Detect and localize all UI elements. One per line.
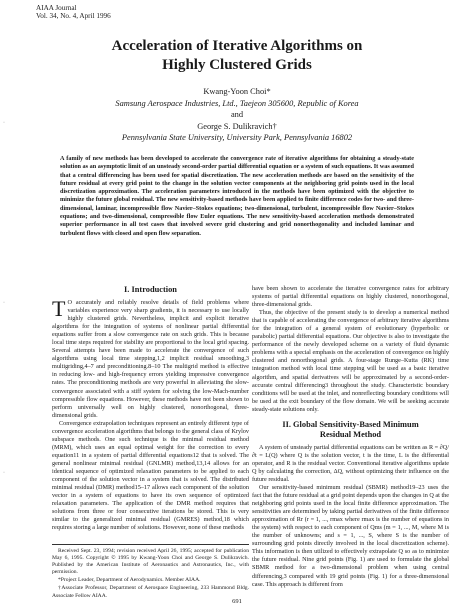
margin-mark: ·	[3, 300, 5, 306]
journal-name: AIAA Journal	[36, 4, 77, 12]
author-2: George S. Dulikravich†	[197, 121, 277, 131]
drop-cap: T	[52, 296, 66, 321]
paper-title	[60, 37, 414, 74]
affiliation-1: Samsung Aerospace Industries, Ltd., Taejeon 305600, Republic of Korea	[115, 98, 359, 108]
right-column	[252, 285, 449, 589]
journal-header	[36, 4, 111, 21]
right-paragraph-1: have been shown to accelerate the iterative convergence rates for arbitrary systems of partial differential equations on highly clustered, nonorthogonal, three-dimensional grids.	[252, 285, 449, 309]
margin-mark: ·	[3, 120, 5, 126]
left-column	[52, 285, 249, 532]
section-2-heading-line-1: II. Global Sensitivity-Based Minimum	[282, 419, 419, 429]
author-conjunction: and	[230, 110, 244, 120]
abstract: A family of new methods has been developed to accelerate the convergence rate of iterative algorithms for obtaining a steady-state solution as an asymptotic limit of an unsteady second-order partial differential equation or a system of such equations. It was assumed that a central differencing has been used for spatial discretization. The new acceleration methods are based on the sensitivity of the future residual at every grid point to the change in the solution vector components at the neighboring grid points used in the local discretization approximation. The acceleration parameters introduced in the methods have been optimized with the objective to minimize the future global residual. The new sensitivity-based methods have been applied to finite difference codes for two- and three-dimensional, laminar, incompressible flow Navier–Stokes equations; two-dimensional, turbulent, incompressible flow Navier–Stokes equations; and two-dimensional, compressible flow Euler equations. The new sensitivity-based acceleration methods demonstrated superior performance in all test cases that involved severe grid clustering and grid nonorthogonality and included laminar and turbulent flows with closed and open flow separation.	[60, 155, 414, 237]
section-1-heading: I. Introduction	[124, 285, 177, 294]
margin-mark: ·	[3, 470, 5, 476]
footnote-author-1: *Project Leader, Department of Aerodynamics. Member AIAA.	[58, 577, 201, 584]
footnotes	[52, 544, 249, 601]
title-line-1: Acceleration of Iterative Algorithms on	[111, 38, 363, 54]
affiliation-2: Pennsylvania State University, University Park, Pennsylvania 16802	[121, 133, 353, 143]
page-number: 691	[232, 598, 242, 605]
title-line-2: Highly Clustered Grids	[162, 56, 312, 73]
footnote-author-2: †Associate Professor, Department of Aerospace Engineering, 233 Hammond Bldg. Associate Fellow AIAA.	[52, 585, 249, 599]
intro-paragraph-1	[52, 296, 249, 420]
right-paragraph-4: Our sensitivity-based minimum residual (SBMR) method19–23 uses the fact that the future residual at a grid point depends upon the changes in Q at the neighboring grid points used in the local finite difference approximation. The sensitivities are determined by taking partial derivatives of the finite difference approximation of Rr (r = 1, ..., rmax where rmax is the number of equations in the system) with respect to each component of Qms (m = 1, ..., M, where M is the number of unknowns; and s = 1, ..., S, where S is the number of surrounding grid points directly involved in the local discretization scheme). This information is then utilized to effectively extrapolate Q so as to minimize the future residual. Nine grid points (Fig. 1) are used to formulate the global SBMR method for a two-dimensional problem when using central differencing,3 compared with 19 grid points (Fig. 1) for a three-dimensional case. This approach is different from	[252, 483, 449, 588]
section-2-heading	[252, 420, 449, 440]
right-paragraph-3: A system of unsteady partial differential equations can be written as R = ∂Q/∂t = L(Q) where Q is the solution vector, t is the time, L is the differential operator, and R is the residual vector. Conventional iterative algorithms update Q by calculating the correction, ΔQ, without optimizing their influence on the future residual.	[252, 443, 449, 483]
journal-volume: Vol. 34, No. 4, April 1996	[36, 12, 111, 21]
section-2-heading-line-2: Residual Method	[319, 429, 382, 439]
right-paragraph-2: Thus, the objective of the present study is to develop a numerical method that is capable of accelerating the convergence of arbitrary iterative algorithms for the integration of a general system of evolutionary (hyperbolic or parabolic) partial differential equations. Our objective is also to investigate the performance of the newly developed scheme on a variety of fluid dynamic problems with a special emphasis on the acceleration of convergence on highly clustered and nonorthogonal grids. A four-stage Runge–Kutta (RK) time integration method with local time stepping will be used as a basic iterative algorithm, and spatial derivatives will be approximated by a second-order-accurate central differencing3 throughout the study. Characteristic boundary conditions will be used at the inlet, and nonreflecting boundary conditions will be used at the exit boundary of the flow domain. We will be seeking accurate steady-state solutions only.	[252, 309, 449, 413]
author-block	[60, 86, 414, 144]
author-1: Kwang-Yoon Choi*	[203, 87, 271, 96]
intro-paragraph-1-text: O accurately and reliably resolve details of field problems where variables experience very sharp gradients, it is necessary to use locally highly clustered grids. Nevertheless, implicit and explicit iterative algorithms for the integration of systems of nonlinear partial differential equations suffer from a slow convergence rate on such grids. This is because local time steps required for stability are proportional to the local grid spacing. Several attempts have been made to accelerate the convergence of such algorithms using local time stepping,1,2 implicit residual smoothing,3 multigriding,4–7 and preconditioning.8–10 The multigrid method is effective in reducing low- and high-frequency errors yielding impressive convergence rates. The preconditioning methods are very powerful in alleviating the slow-convergence associated with a stiff system for solving the low-Mach-number compressible flow equations. However, these methods have not been shown to perform universally well on highly clustered, nonorthogonal, three-dimensional grids.	[52, 299, 249, 419]
footnote-received: Received Sept. 23, 1994; revision received April 26, 1995; accepted for publication May 6, 1995. Copyright © 1995 by Kwang-Yoon Choi and George S. Dulikravich. Published by the American Institute of Aeronautics and Astronautics, Inc., with permission.	[52, 548, 249, 576]
intro-paragraph-2: Convergence extrapolation techniques represent an entirely different type of convergence acceleration algorithms that belongs to the general class of Krylov subspace methods. One such technique is the minimal residual method (MRM), which uses an equal optimal weight for the correction to every equation11 in a system of partial differential equations12 that is solved. The general nonlinear minimal residual (GNLMR) method,13,14 allows for an identical sequence of optimized relaxation parameters to be applied to each component of the solution vector in a system that is solved. The distributed minimal residual (DMR) method15–17 allows each component of the solution vector in a system of equations to have its own sequence of optimized relaxation parameters. The application of the DMR method requires that solutions from three or four consecutive iterations be stored. This is very similar to the generalized minimal residual (GMRES) method,18 which requires storing a large number of solutions. However, none of these methods	[52, 419, 249, 532]
